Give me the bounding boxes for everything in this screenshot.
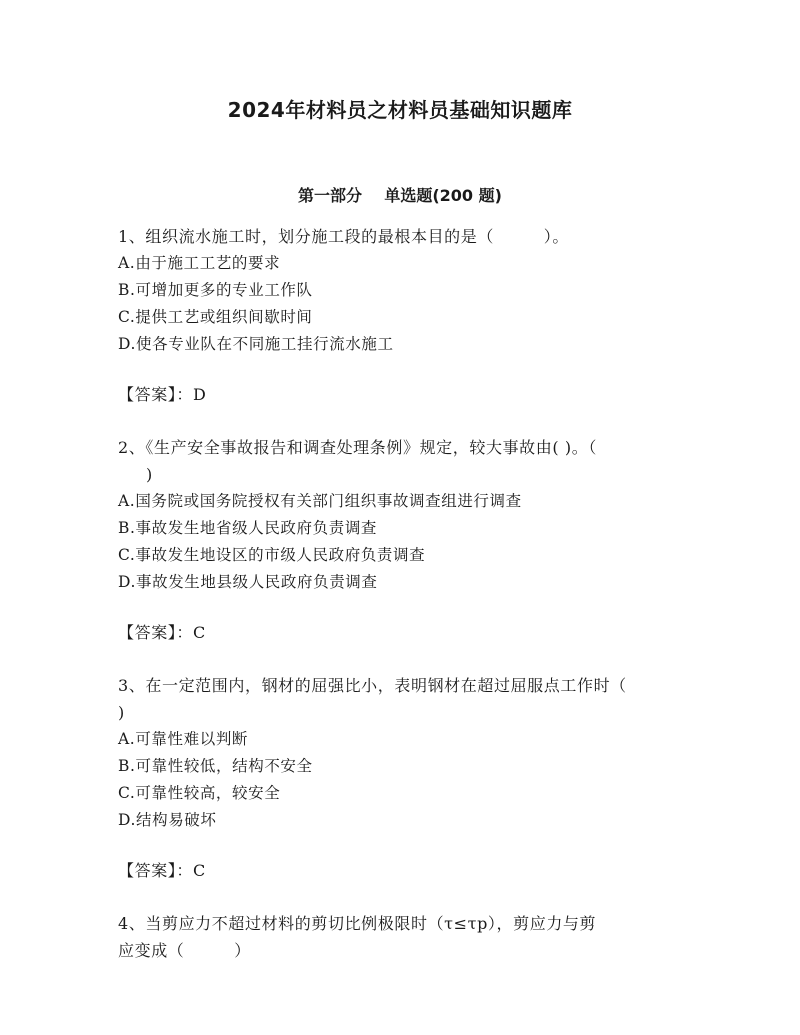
question-stem: 3、在一定范围内，钢材的屈强比小，表明钢材在超过屈服点工作时（ xyxy=(118,676,627,695)
answer-label: 【答案】：D xyxy=(118,385,207,404)
option-b: B.可靠性较低，结构不安全 xyxy=(118,757,313,775)
question-3 xyxy=(118,672,678,884)
section-title: 第一部分 单选题(200 题) xyxy=(298,186,502,205)
option-b: B.事故发生地省级人民政府负责调查 xyxy=(118,519,378,537)
document-title: 2024年材料员之材料员基础知识题库 xyxy=(227,98,573,122)
answer-label: 【答案】：C xyxy=(118,861,206,880)
question-stem: 1、组织流水施工时，划分施工段的最根本目的是（ ）。 xyxy=(118,227,569,246)
question-4 xyxy=(118,910,678,964)
question-stem-continuation: 应变成（ ） xyxy=(118,941,251,960)
question-stem: 4、当剪应力不超过材料的剪切比例极限时（τ≤τp），剪应力与剪 xyxy=(118,914,597,933)
answer-label: 【答案】：C xyxy=(118,623,206,642)
option-a: A.可靠性难以判断 xyxy=(118,730,249,748)
option-a: A.国务院或国务院授权有关部门组织事故调查组进行调查 xyxy=(118,492,522,510)
question-2 xyxy=(118,434,678,646)
option-d: D.使各专业队在不同施工挂行流水施工 xyxy=(118,335,394,353)
option-d: D.事故发生地县级人民政府负责调查 xyxy=(118,573,378,591)
option-c: C.事故发生地设区的市级人民政府负责调查 xyxy=(118,546,426,564)
question-stem: 2、《生产安全事故报告和调查处理条例》规定，较大事故由( )。（ xyxy=(118,438,597,457)
question-stem-continuation: ) xyxy=(146,465,153,484)
option-c: C.可靠性较高，较安全 xyxy=(118,784,281,802)
question-stem-continuation: ) xyxy=(118,703,125,722)
question-list xyxy=(118,223,678,990)
option-c: C.提供工艺或组织间歇时间 xyxy=(118,308,313,326)
option-b: B.可增加更多的专业工作队 xyxy=(118,281,313,299)
question-1 xyxy=(118,223,678,408)
option-a: A.由于施工工艺的要求 xyxy=(118,254,281,272)
option-d: D.结构易破坏 xyxy=(118,811,217,829)
